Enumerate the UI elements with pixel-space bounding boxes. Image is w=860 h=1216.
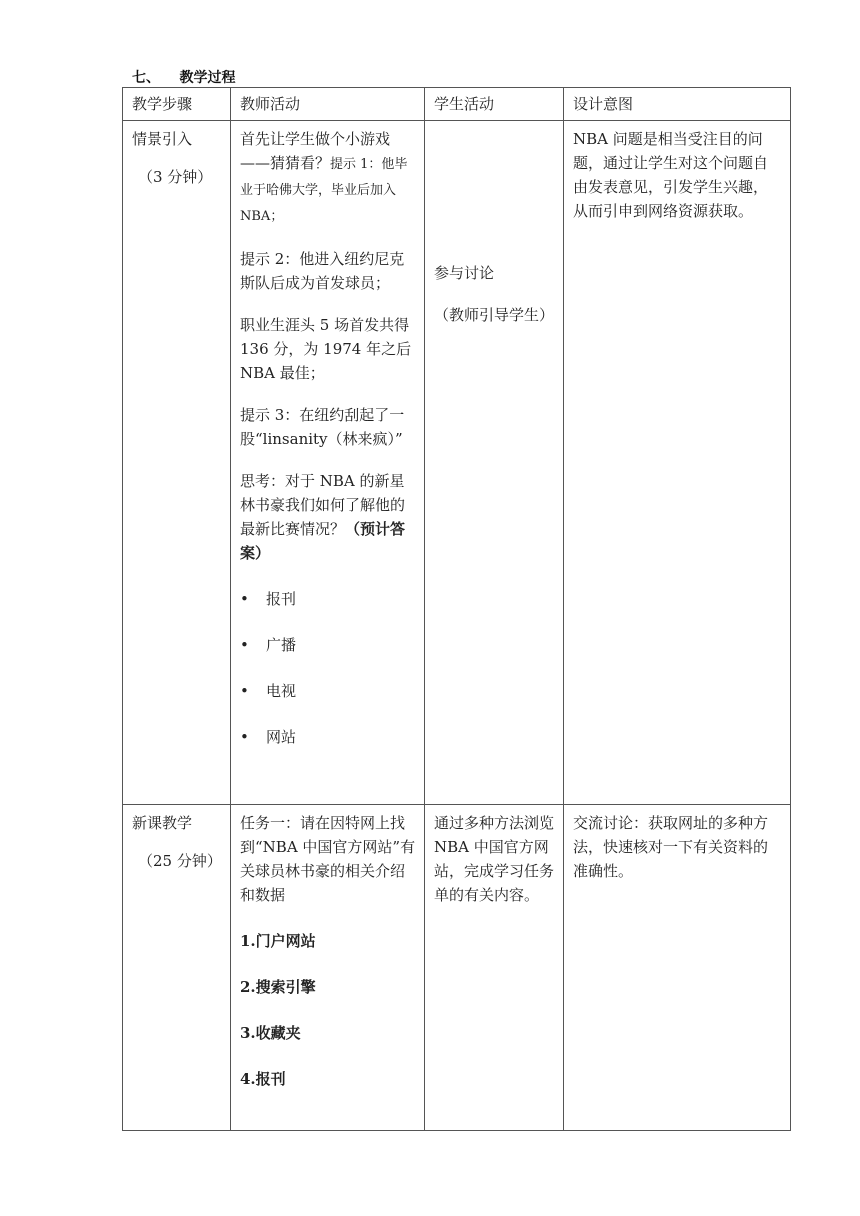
think-question bbox=[240, 469, 416, 565]
table-row bbox=[123, 121, 791, 805]
step-duration: （3 分钟） bbox=[138, 168, 213, 186]
header-step: 教学步骤 bbox=[123, 88, 231, 121]
design-intent-text: NBA 问题是相当受注目的问题，通过让学生对这个问题自由发表意见，引发学生兴趣，从而引申到网络资源获取。 bbox=[573, 130, 769, 220]
step-cell bbox=[123, 805, 231, 1131]
student-activity-text: 通过多种方法浏览 NBA 中国官方网站，完成学习任务单的有关内容。 bbox=[434, 814, 555, 904]
answer-label: （预计答案） bbox=[240, 520, 406, 562]
bullet-text: 广播 bbox=[266, 636, 297, 654]
career-stat: 职业生涯头 5 场首发共得 136 分，为 1974 年之后 NBA 最佳； bbox=[240, 316, 412, 382]
step-name: 情景引入 bbox=[132, 130, 193, 148]
intro-text: 首先让学生做个小游戏——猜猜看？ bbox=[240, 130, 391, 172]
hint-2: 提示 2：他进入纽约尼克斯队后成为首发球员； bbox=[240, 250, 405, 292]
list-item bbox=[240, 587, 416, 611]
think-text: 思考：对于 NBA 的新星林书豪我们如何了解他的最新比赛情况？ bbox=[240, 472, 406, 538]
header-design-intent: 设计意图 bbox=[564, 88, 791, 121]
teaching-process-table bbox=[122, 87, 791, 1131]
bullet-text: 网站 bbox=[266, 728, 297, 746]
bullet-icon: • bbox=[240, 636, 249, 654]
hint-1: 提示 1：他毕业于哈佛大学，毕业后加入 NBA； bbox=[240, 157, 408, 224]
step-cell bbox=[123, 121, 231, 805]
header-student-activity: 学生活动 bbox=[425, 88, 564, 121]
teacher-intro bbox=[240, 127, 416, 229]
list-item bbox=[240, 679, 416, 703]
table-row bbox=[123, 805, 791, 1131]
list-item bbox=[240, 633, 416, 657]
hint-3: 提示 3：在纽约刮起了一股“linsanity（林来疯）” bbox=[240, 406, 405, 448]
method-item: 4.报刊 bbox=[240, 1070, 286, 1088]
task-text: 任务一：请在因特网上找到“NBA 中国官方网站”有关球员林书豪的相关介绍和数据 bbox=[240, 814, 416, 904]
method-item: 3.收藏夹 bbox=[240, 1024, 301, 1042]
student-line-2: （教师引导学生） bbox=[434, 306, 555, 324]
list-item bbox=[240, 725, 416, 749]
bullet-icon: • bbox=[240, 590, 249, 608]
teacher-activity-cell bbox=[231, 805, 425, 1131]
design-intent-text: 交流讨论：获取网址的多种方法，快速核对一下有关资料的准确性。 bbox=[573, 814, 769, 880]
step-name: 新课教学 bbox=[132, 814, 193, 832]
step-duration: （25 分钟） bbox=[138, 852, 222, 870]
bullet-text: 电视 bbox=[266, 682, 297, 700]
design-intent-cell bbox=[564, 121, 791, 805]
student-activity-cell bbox=[425, 805, 564, 1131]
student-activity-cell bbox=[425, 121, 564, 805]
bullet-icon: • bbox=[240, 728, 249, 746]
bullet-text: 报刊 bbox=[266, 590, 297, 608]
method-item: 2.搜索引擎 bbox=[240, 978, 316, 996]
table-header-row bbox=[123, 88, 791, 121]
header-teacher-activity: 教师活动 bbox=[231, 88, 425, 121]
teacher-activity-cell bbox=[231, 121, 425, 805]
design-intent-cell bbox=[564, 805, 791, 1131]
bullet-icon: • bbox=[240, 682, 249, 700]
method-item: 1.门户网站 bbox=[240, 932, 316, 950]
section-title: 七、 教学过程 bbox=[132, 70, 236, 86]
student-line-1: 参与讨论 bbox=[434, 264, 495, 282]
